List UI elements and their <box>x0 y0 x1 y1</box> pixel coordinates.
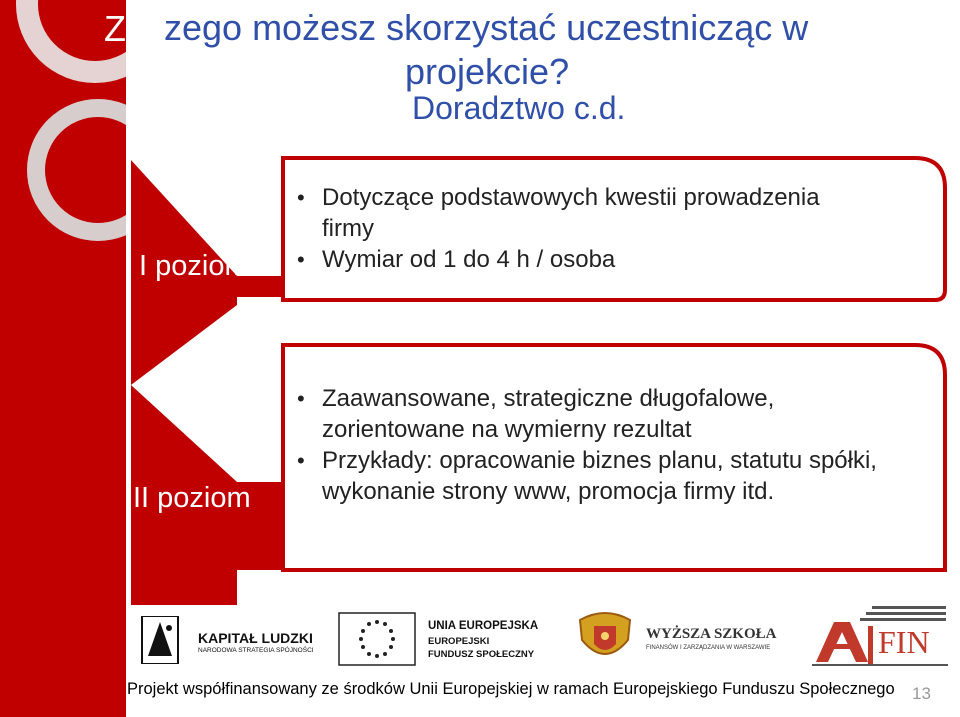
eu-flag-icon <box>338 612 416 666</box>
slide-subtitle: Doradztwo c.d. <box>412 90 626 126</box>
level-2-bullets <box>293 383 903 507</box>
kapital-ludzki-icon <box>140 616 180 664</box>
kapital-ludzki-logo: KAPITAŁ LUDZKI NARODOWA STRATEGIA SPÓJNOŚCI <box>140 614 310 666</box>
level-1-bullet-1: • Dotyczące podstawowych kwestii prowadzenia firmy <box>293 182 853 244</box>
school-logo: WYŻSZA SZKOŁA FINANSÓW I ZARZĄDZANIA W WARSZAWIE <box>572 610 792 666</box>
level-1-label: I poziom <box>139 250 249 282</box>
level-2-bullet-1: • Zaawansowane, strategiczne długofalowe, zorientowane na wymierny rezultat <box>293 383 903 445</box>
slide-title-line-1: zego możesz skorzystać uczestnicząc w <box>164 7 809 48</box>
level-2-bullet-2: • Przykłady: opracowanie biznes planu, statutu spółki, wykonanie strony www, promocja firmy itd. <box>293 445 903 507</box>
slide-title-line-2: projekcie? <box>405 51 570 92</box>
level-1-bullet-2: • Wymiar od 1 do 4 h / osoba <box>293 244 853 275</box>
afin-logo: FIN <box>812 606 948 668</box>
title-partial-letter: Z <box>104 8 126 49</box>
level-2-label: II poziom <box>133 482 251 514</box>
footer-text: Projekt współfinansowany ze środków Unii Europejskiej w ramach Europejskiego Funduszu Społecznego <box>127 680 895 698</box>
page-number: 13 <box>912 684 931 703</box>
level-1-bullets <box>293 182 853 275</box>
school-crest-icon <box>572 610 638 666</box>
eu-efs-logo: UNIA EUROPEJSKA EUROPEJSKI FUNDUSZ SPOŁECZNY <box>338 612 538 668</box>
